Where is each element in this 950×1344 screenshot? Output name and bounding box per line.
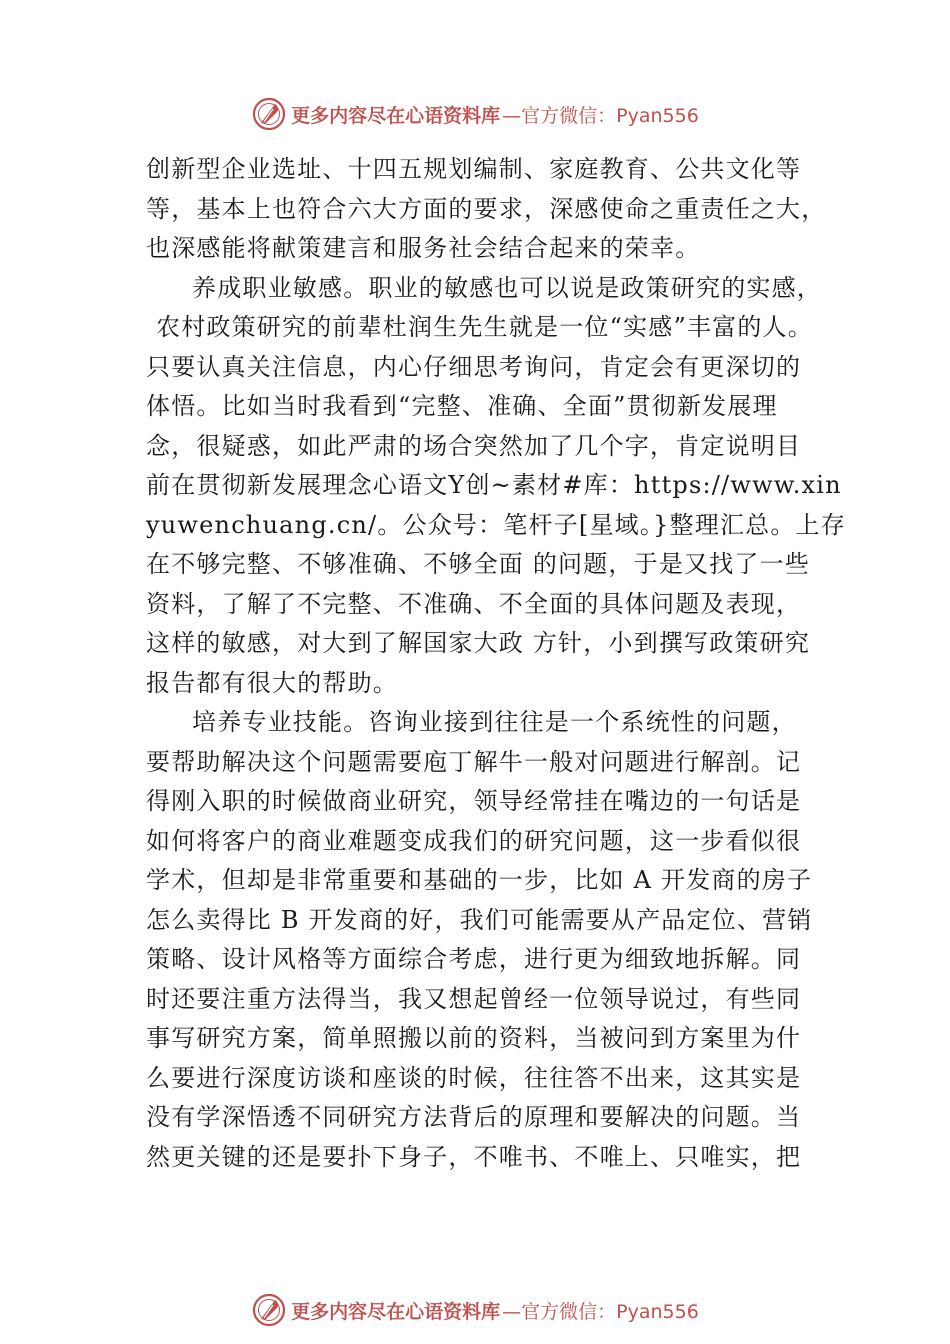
text-line: 体悟。比如当时我看到“完整、准确、全面”贯彻新发展理 [146,392,778,420]
footer-banner [0,1288,950,1332]
banner-contact-text: —官方微信：Pyan556 [502,104,699,127]
text-line: 得刚入职的时候做商业研究，领导经常挂在嘴边的一句话是 [146,787,802,815]
paragraph-start-line: 培养专业技能。咨询业接到往往是一个系统性的问题， [192,708,797,736]
text-line: 创新型企业选址、十四五规划编制、家庭教育、公共文化等 [146,155,802,183]
text-line: 农村政策研究的前辈杜润生先生就是一位“实感”丰富的人。 [156,313,813,341]
text-line: 前在贯彻新发展理念心语文Y创~素材#库：https://www.xin [146,471,842,499]
paragraph-start-line: 养成职业敏感。职业的敏感也可以说是政策研究的实感， [192,273,822,302]
banner-brand-text: 更多内容尽在心语资料库 [291,1300,501,1323]
text-line: 等，基本上也符合六大方面的要求，深感使命之重责任之大， [146,194,827,223]
text-line: 没有学深悟透不同研究方法背后的原理和要解决的问题。当 [146,1103,802,1131]
text-line: 在不够完整、不够准确、不够全面 的问题，于是又找了一些 [146,550,811,578]
text-line: 报告都有很大的帮助。 [146,668,398,697]
banner-contact-text: —官方微信：Pyan556 [502,1300,699,1323]
text-line: 只要认真关注信息，内心仔细思考询问，肯定会有更深切的 [146,352,802,381]
text-line: 这样的敏感，对大到了解国家大政 方针，小到撰写政策研究 [146,629,811,657]
text-line: 也深感能将献策建言和服务社会结合起来的荣幸。 [146,234,701,262]
document-body [146,150,846,1177]
text-line: 资料，了解了不完整、不准确、不全面的具体问题及表现， [146,589,802,618]
text-line: 学术，但却是非常重要和基础的一步，比如 A 开发商的房子 [146,866,813,894]
header-banner [0,92,950,136]
text-line: yuwenchuang.cn/。公众号：笔杆子[星域。}整理汇总。上存 [146,510,846,539]
text-line: 怎么卖得比 B 开发商的好，我们可能需要从产品定位、营销 [146,905,813,934]
text-line: 策略、设计风格等方面综合考虑，进行更为细致地拆解。同 [146,945,802,973]
quill-pen-circle-icon [251,96,287,132]
text-line: 然更关键的还是要扑下身子，不唯书、不唯上、只唯实，把 [146,1142,802,1171]
text-line: 如何将客户的商业难题变成我们的研究问题，这一步看似很 [146,826,802,855]
text-line: 要帮助解决这个问题需要庖丁解牛一般对问题进行解剖。记 [146,747,802,776]
text-line: 念，很疑惑，如此严肃的场合突然加了几个字，肯定说明目 [146,431,802,460]
text-line: 时还要注重方法得当，我又想起曾经一位领导说过，有些同 [146,984,802,1013]
text-line: 事写研究方案，简单照搬以前的资料，当被问到方案里为什 [146,1024,802,1052]
quill-pen-circle-icon [251,1292,287,1328]
text-line: 么要进行深度访谈和座谈的时候，往往答不出来，这其实是 [146,1063,802,1092]
banner-brand-text: 更多内容尽在心语资料库 [291,104,501,127]
